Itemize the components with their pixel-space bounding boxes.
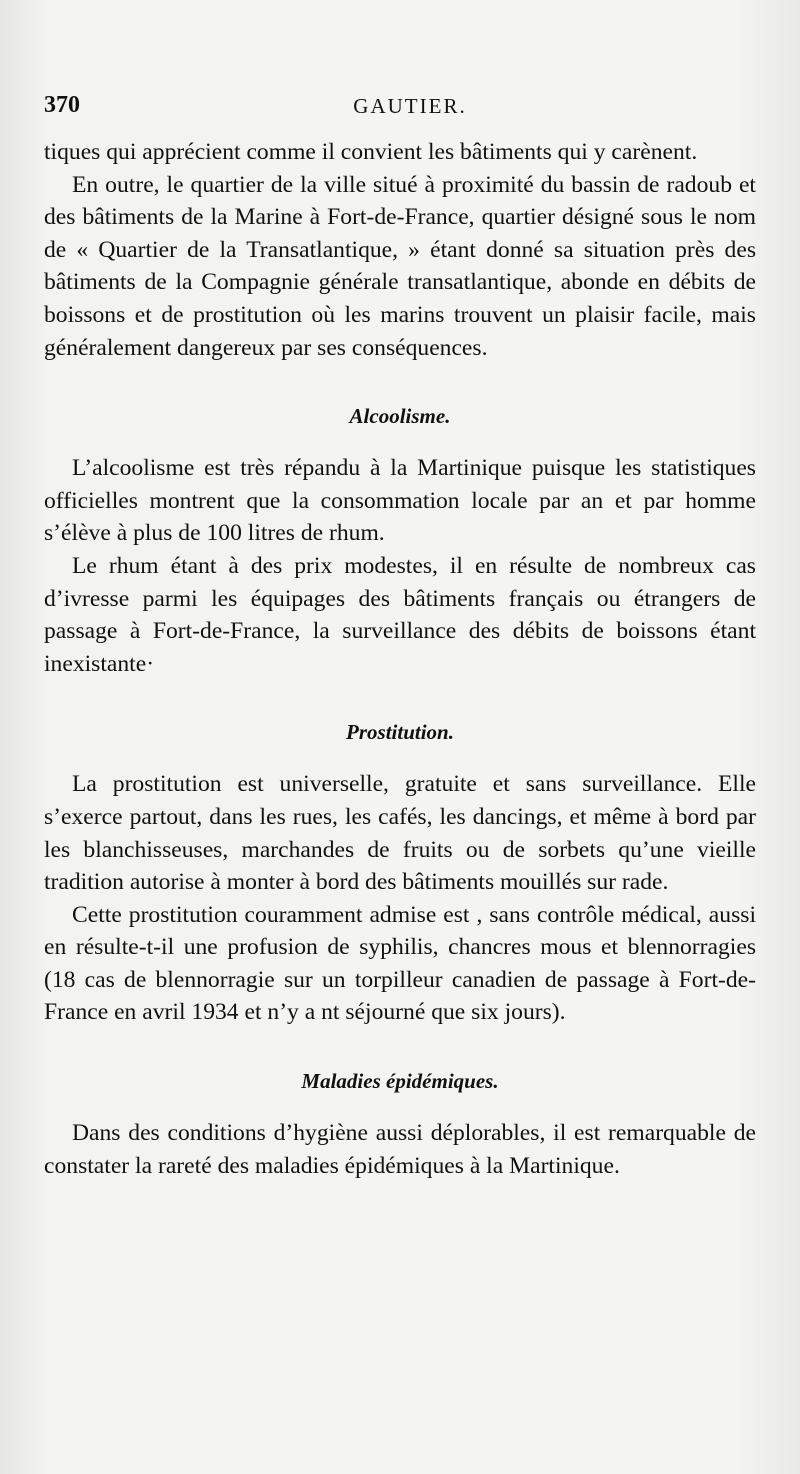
section-heading-alcoolisme: Alcoolisme.	[349, 404, 451, 429]
paragraph-rhum: Le rhum étant à des prix modestes, il en résulte de nombreux cas d’ivresse parmi les équipages des bâtiments français ou étrangers de passage à Fort-de-France, la surveillance des débits de boissons étant inexistante·	[44, 552, 756, 677]
body-text	[44, 136, 756, 1182]
page-header	[44, 92, 756, 128]
running-head: GAUTIER.	[353, 94, 467, 118]
paragraph-quartier: En outre, le quartier de la ville situé à proximité du bassin de radoub et des bâtiments de la Marine à Fort-de-France, quartier désigné sous le nom de « Quartier de la Transatlantique, » étant donné sa situation près des bâtiments de la Compagnie générale transatlantique, abonde en débits de boissons et de prostitution où les marins trouvent un plaisir facile, mais généralement dangereux par ses conséquences.	[44, 171, 756, 361]
paragraph-continuation: tiques qui apprécient comme il convient les bâtiments qui y carènent.	[44, 139, 698, 165]
section-heading-maladies-epidemiques: Maladies épidémiques.	[301, 1069, 499, 1094]
paragraph-alcoolisme: L’alcoolisme est très répandu à la Martinique puisque les statistiques officielles montrent que la consommation locale par an et par homme s’élève à plus de 100 litres de rhum.	[44, 455, 756, 547]
paragraph-maladies-veneriennes: Cette prostitution couramment admise est , sans contrôle médical, aussi en résulte-t-il une profusion de syphilis, chancres mous et blennorragies (18 cas de blennorragie sur un torpilleur canadien de passage à Fort-de-France en avril 1934 et n’y a nt séjourné que six jours).	[44, 901, 756, 1026]
paragraph-epidemies: Dans des conditions d’hygiène aussi déplorables, il est remarquable de constater la rareté des maladies épidémiques à la Martinique.	[44, 1120, 756, 1179]
paragraph-prostitution: La prostitution est universelle, gratuite et sans surveillance. Elle s’exerce partout, dans les rues, les cafés, les dancings, et même à bord par les blanchisseuses, marchandes de fruits ou de sorbets qu’une vieille tradition autorise à monter à bord des bâtiments mouillés sur rade.	[44, 771, 756, 896]
page-number: 370	[44, 92, 80, 118]
section-heading-prostitution: Prostitution.	[346, 720, 454, 745]
